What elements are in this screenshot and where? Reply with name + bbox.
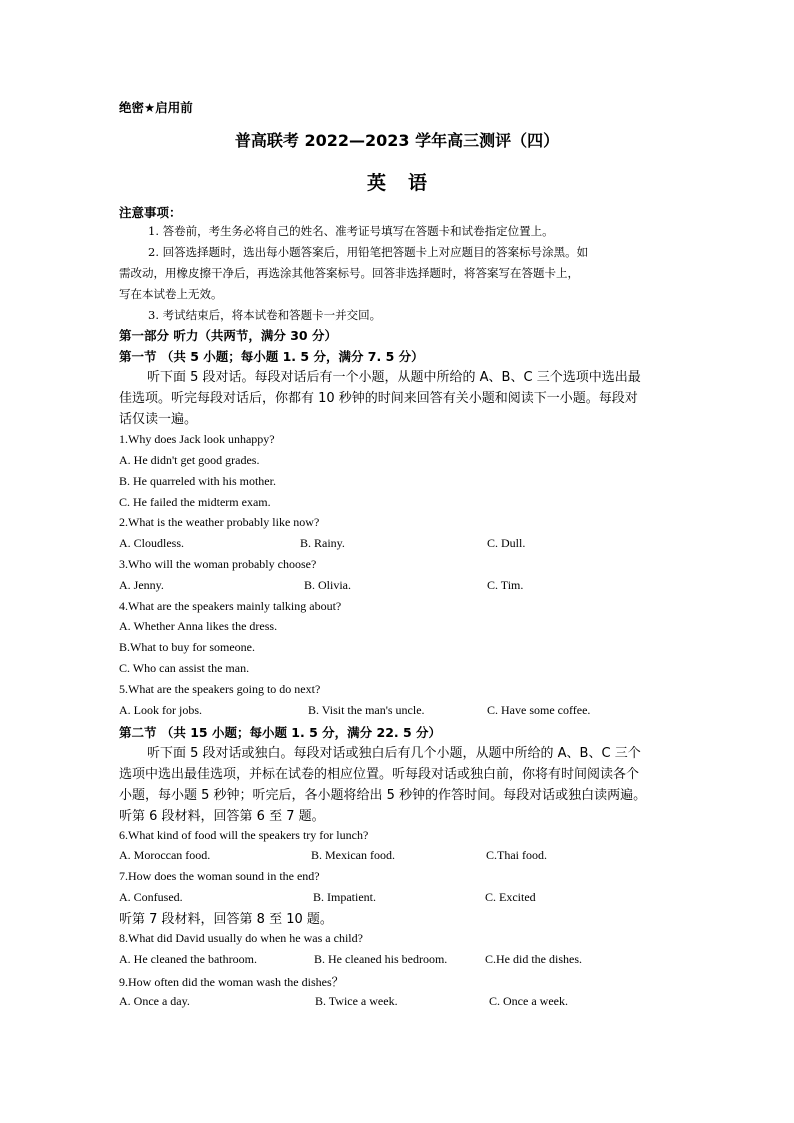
question-3-stem: 3.Who will the woman probably choose? <box>119 557 317 571</box>
section1-heading: 第一节 （共 5 小题；每小题 1. 5 分，满分 7. 5 分） <box>119 349 424 364</box>
part1-heading: 第一部分 听力（共两节，满分 30 分） <box>119 328 337 343</box>
question-6-option-c: C.Thai food. <box>486 848 547 862</box>
question-9-option-b: B. Twice a week. <box>315 994 398 1008</box>
question-1-stem: 1.Why does Jack look unhappy? <box>119 432 275 446</box>
section2-instruction-line-3: 小题，每小题 5 秒钟；听完后，各小题将给出 5 秒钟的作答时间。每段对话或独白读两遍。 <box>119 788 647 803</box>
question-8-option-b: B. He cleaned his bedroom. <box>314 952 448 966</box>
question-6-stem: 6.What kind of food will the speakers try for lunch? <box>119 828 369 842</box>
section1-instruction-line-1: 听下面 5 段对话。每段对话后有一个小题，从题中所给的 A、B、C 三个选项中选出最 <box>147 370 641 385</box>
subject-title: 英语 <box>366 172 449 194</box>
question-7-stem: 7.How does the woman sound in the end? <box>119 869 320 883</box>
question-4-option-b: B.What to buy for someone. <box>119 640 255 654</box>
question-7-option-b: B. Impatient. <box>313 890 376 904</box>
question-7-option-c: C. Excited <box>485 890 536 904</box>
notice-item-1: 1. 答卷前，考生务必将自己的姓名、准考证号填写在答题卡和试卷指定位置上。 <box>148 224 554 238</box>
section2-heading: 第二节 （共 15 小题；每小题 1. 5 分，满分 22. 5 分） <box>119 725 442 740</box>
question-2-option-b: B. Rainy. <box>300 536 345 550</box>
question-3-option-b: B. Olivia. <box>304 578 351 592</box>
question-1-option-b: B. He quarreled with his mother. <box>119 474 276 488</box>
question-9-option-a: A. Once a day. <box>119 994 190 1008</box>
question-1-option-c: C. He failed the midterm exam. <box>119 495 271 509</box>
question-2-option-a: A. Cloudless. <box>119 536 185 550</box>
notice-item-2-line-3: 写在本试卷上无效。 <box>119 287 223 301</box>
section1-instruction-line-2: 佳选项。听完每段对话后，你都有 10 秒钟的时间来回答有关小题和阅读下一小题。每段对 <box>119 391 638 406</box>
material-6-instruction: 听第 6 段材料，回答第 6 至 7 题。 <box>119 809 325 824</box>
question-8-option-a: A. He cleaned the bathroom. <box>119 952 257 966</box>
question-5-option-b: B. Visit the man's uncle. <box>308 703 425 717</box>
question-6-option-b: B. Mexican food. <box>311 848 395 862</box>
question-8-option-c: C.He did the dishes. <box>485 952 582 966</box>
question-7-option-a: A. Confused. <box>119 890 183 904</box>
question-2-stem: 2.What is the weather probably like now? <box>119 515 320 529</box>
question-9-option-c: C. Once a week. <box>489 994 568 1008</box>
material-7-instruction: 听第 7 段材料，回答第 8 至 10 题。 <box>119 912 333 927</box>
question-5-option-c: C. Have some coffee. <box>487 703 591 717</box>
section2-instruction-line-2: 选项中选出最佳选项，并标在试卷的相应位置。听每段对话或独白前，你将有时间阅读各个 <box>119 767 640 782</box>
question-2-option-c: C. Dull. <box>487 536 526 550</box>
question-6-option-a: A. Moroccan food. <box>119 848 211 862</box>
question-3-option-c: C. Tim. <box>487 578 524 592</box>
question-4-stem: 4.What are the speakers mainly talking about? <box>119 599 342 613</box>
notice-item-2-line-2: 需改动，用橡皮擦干净后，再选涂其他答案标号。回答非选择题时，将答案写在答题卡上， <box>119 266 579 280</box>
question-1-option-a: A. He didn't get good grades. <box>119 453 260 467</box>
exam-title: 普高联考 2022—2023 学年高三测评（四） <box>234 131 560 150</box>
question-3-option-a: A. Jenny. <box>119 578 164 592</box>
section2-instruction-line-1: 听下面 5 段对话或独白。每段对话或独白后有几个小题，从题中所给的 A、B、C 三个 <box>147 746 641 761</box>
notice-heading: 注意事项： <box>119 205 182 220</box>
question-5-option-a: A. Look for jobs. <box>119 703 202 717</box>
question-8-stem: 8.What did David usually do when he was a child? <box>119 931 363 945</box>
section1-instruction-line-3: 话仅读一遍。 <box>119 412 198 427</box>
question-5-stem: 5.What are the speakers going to do next? <box>119 682 321 696</box>
question-4-option-c: C. Who can assist the man. <box>119 661 250 675</box>
notice-item-2-line-1: 2. 回答选择题时，选出每小题答案后，用铅笔把答题卡上对应题目的答案标号涂黑。如 <box>148 245 589 259</box>
question-4-option-a: A. Whether Anna likes the dress. <box>119 619 278 633</box>
question-9-stem: 9.How often did the woman wash the dishes？ <box>119 975 344 989</box>
confidential-label: 绝密★启用前 <box>119 100 193 115</box>
notice-item-3: 3. 考试结束后，将本试卷和答题卡一并交回。 <box>148 308 382 322</box>
